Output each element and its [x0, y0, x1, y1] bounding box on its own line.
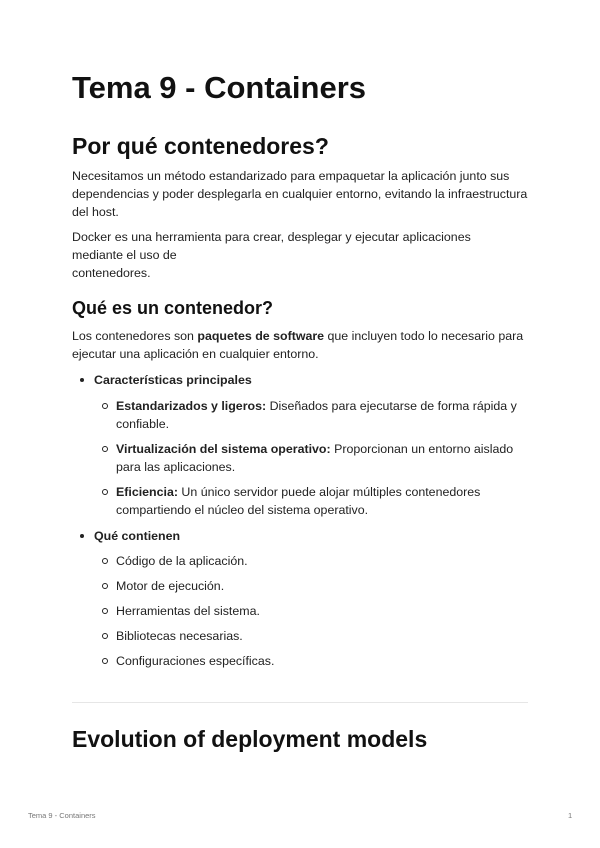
list-item-bold: Estandarizados y ligeros: — [116, 399, 267, 413]
list-item-text: Bibliotecas necesarias. — [116, 629, 243, 643]
section-divider — [72, 702, 528, 703]
list-item-text: Motor de ejecución. — [116, 579, 225, 593]
list-item-text — [116, 397, 530, 433]
bullet-circle-icon — [102, 658, 108, 664]
intro-text-end: que incluyen todo lo necesario para ejecutar una aplicación en cualquier entorno. — [72, 329, 524, 361]
intro-text-bold: paquetes de software — [197, 329, 325, 343]
footer-page-number: 1 — [568, 811, 573, 820]
paragraph-why-containers: Necesitamos un método estandarizado para empaquetar la aplicación junto sus dependencias y poder desplegarla en cualquier entorno, evitando la infraestructura del host. — [72, 169, 528, 219]
paragraph-docker-line2: contenedores. — [72, 266, 151, 280]
bullet-circle-icon — [102, 633, 108, 639]
bullet-dot-icon — [80, 534, 84, 538]
section-heading-what-is-container: Qué es un contenedor? — [72, 298, 274, 318]
list-item-text — [116, 483, 530, 519]
paragraph-docker-line1: Docker es una herramienta para crear, desplegar y ejecutar aplicaciones mediante el uso de — [72, 230, 471, 262]
bullet-circle-icon — [102, 489, 108, 495]
list-item-detail: Un único servidor puede alojar múltiples contenedores compartiendo el núcleo del sistema operativo. — [116, 485, 481, 517]
list-item-text: Configuraciones específicas. — [116, 654, 275, 668]
bullet-circle-icon — [102, 403, 108, 409]
bullet-circle-icon — [102, 446, 108, 452]
list-item-text: Herramientas del sistema. — [116, 604, 260, 618]
list-item-detail: Diseñados para ejecutarse de forma rápida y confiable. — [116, 399, 517, 431]
bullet-dot-icon — [80, 378, 84, 382]
page-title: Tema 9 - Containers — [72, 70, 367, 105]
bullet-circle-icon — [102, 558, 108, 564]
paragraph-container-definition — [72, 327, 528, 363]
bullet-circle-icon — [102, 608, 108, 614]
bullet-circle-icon — [102, 583, 108, 589]
section-heading-evolution: Evolution of deployment models — [72, 726, 428, 752]
footer-doc-title: Tema 9 - Containers — [28, 811, 96, 820]
list-item-detail: Proporcionan un entorno aislado para las aplicaciones. — [116, 442, 514, 474]
list-item-bold: Eficiencia: — [116, 485, 178, 499]
list-label-contents: Qué contienen — [94, 529, 181, 543]
list-item-bold: Virtualización del sistema operativo: — [116, 442, 331, 456]
list-label-features: Características principales — [94, 373, 252, 387]
paragraph-docker-intro — [72, 228, 502, 282]
intro-text-start: Los contenedores son — [72, 329, 198, 343]
list-item-text — [116, 440, 530, 476]
section-heading-why-containers: Por qué contenedores? — [72, 133, 329, 159]
list-item-text: Código de la aplicación. — [116, 554, 248, 568]
